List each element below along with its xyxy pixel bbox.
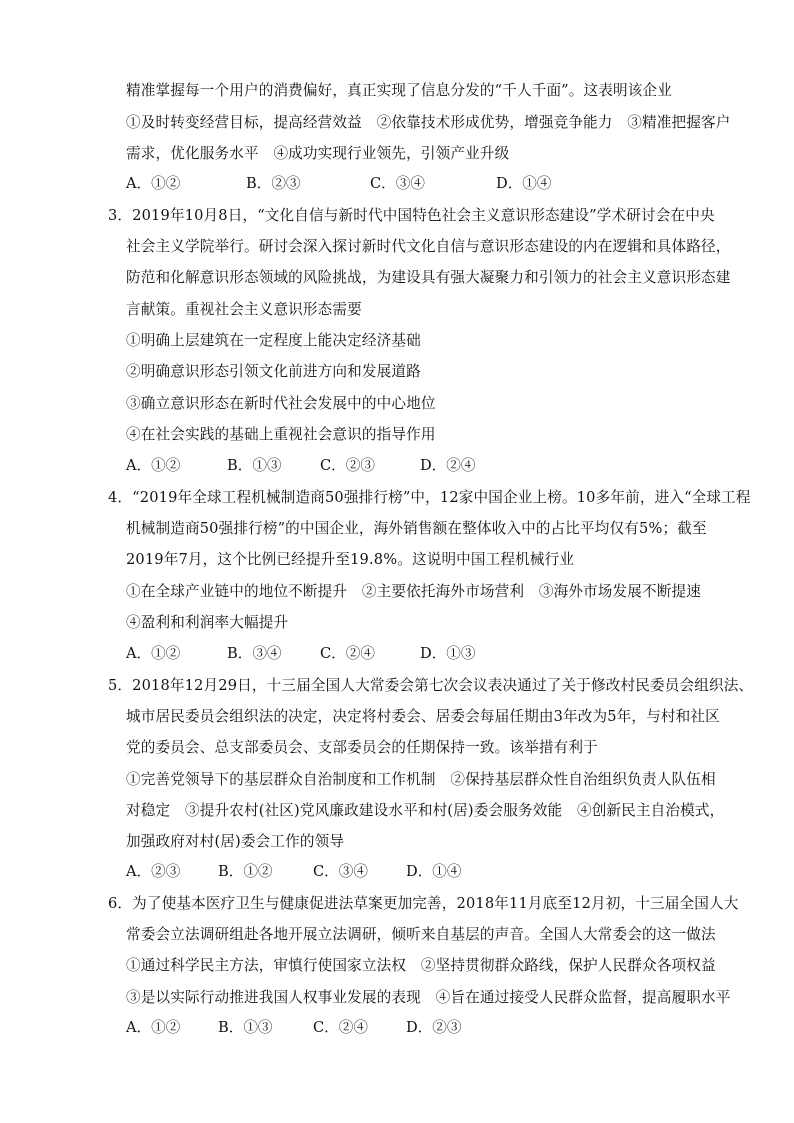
q3-stem-line: 3．2019年10月8日，“文化自信与新时代中国特色社会主义意识形态建设”学术研讨会在中央 <box>108 207 715 224</box>
q5-stem-line: 党的委员会、总支部委员会、支部委员会的任期保持一致。该举措有利于 <box>126 739 598 756</box>
q6-choice-line: ①通过科学民主方法，审慎行使国家立法权 ②坚持贯彻群众路线，保护人民群众各项权益 <box>126 957 716 974</box>
q3-stem-line: 言献策。重视社会主义意识形态需要 <box>126 301 362 318</box>
q2-option-b: B．②③ <box>246 175 301 192</box>
q3-choice-line: ③确立意识形态在新时代社会发展中的中心地位 <box>126 395 436 412</box>
q6-stem-line: 常委会立法调研组赴各地开展立法调研，倾听来自基层的声音。全国人大常委会的这一做法 <box>126 926 716 943</box>
q6-choice-line: ③是以实际行动推进我国人权事业发展的表现 ④旨在通过接受人民群众监督，提高履职水平 <box>126 989 731 1006</box>
q5-choice-line: 对稳定 ③提升农村(社区)党风廉政建设水平和村(居)委会服务效能 ④创新民主自治模式， <box>126 802 725 819</box>
q5-option-c: C．③④ <box>313 863 368 880</box>
q3-choice-line: ①明确上层建筑在一定程度上能决定经济基础 <box>126 332 421 349</box>
q3-stem-line: 防范和化解意识形态领域的风险挑战，为建设具有强大凝聚力和引领力的社会主义意识形态建 <box>126 269 731 286</box>
q2-option-c: C．③④ <box>370 175 425 192</box>
q6-option-d: D．②③ <box>406 1019 462 1036</box>
q6-stem-line: 6．为了使基本医疗卫生与健康促进法草案更加完善，2018年11月底至12月初，十三届全国人大 <box>108 895 739 912</box>
q5-stem-line: 城市居民委员会组织法的决定，决定将村委会、居委会每届任期由3年改为5年，与村和社区 <box>126 708 720 725</box>
q4-option-a: A．①② <box>126 645 181 662</box>
q3-choice-line: ④在社会实践的基础上重视社会意识的指导作用 <box>126 426 436 443</box>
q4-option-c: C．②④ <box>320 645 375 662</box>
q4-choice-line: ①在全球产业链中的地位不断提升 ②主要依托海外市场营利 ③海外市场发展不断提速 <box>126 583 702 600</box>
q3-option-c: C．②③ <box>320 457 375 474</box>
q5-stem-line: 5．2018年12月29日，十三届全国人大常委会第七次会议表决通过了关于修改村民委员会组织法、 <box>108 677 754 694</box>
q3-choice-line: ②明确意识形态引领文化前进方向和发展道路 <box>126 363 421 380</box>
q6-option-c: C．②④ <box>313 1019 368 1036</box>
q3-option-b: B．①③ <box>227 457 282 474</box>
q6-option-b: B．①③ <box>218 1019 273 1036</box>
q4-choice-line: ④盈利和利润率大幅提升 <box>126 614 289 631</box>
q2-stem-line: 精准掌握每一个用户的消费偏好，真正实现了信息分发的“千人千面”。这表明该企业 <box>126 82 672 99</box>
q3-option-a: A．①② <box>126 457 181 474</box>
q2-choice-line: 需求，优化服务水平 ④成功实现行业领先，引领产业升级 <box>126 145 510 162</box>
q4-stem-line: 机械制造商50强排行榜”的中国企业，海外销售额在整体收入中的占比平均仅有5%；截至 <box>126 520 707 537</box>
q4-option-d: D．①③ <box>420 645 476 662</box>
q5-option-b: B．①② <box>218 863 273 880</box>
q4-stem-line: 4．“2019年全球工程机械制造商50强排行榜”中，12家中国企业上榜。10多年前，进入“全球工程 <box>108 489 751 506</box>
q2-option-a: A．①② <box>126 175 181 192</box>
q4-option-b: B．③④ <box>227 645 282 662</box>
q6-option-a: A．①② <box>126 1019 181 1036</box>
q5-option-d: D．①④ <box>406 863 462 880</box>
q3-option-d: D．②④ <box>420 457 476 474</box>
q5-choice-line: ①完善党领导下的基层群众自治制度和工作机制 ②保持基层群众性自治组织负责人队伍相 <box>126 771 716 788</box>
q2-choice-line: ①及时转变经营目标，提高经营效益 ②依靠技术形成优势，增强竞争能力 ③精准把握客户 <box>126 114 731 131</box>
q5-option-a: A．②③ <box>126 863 181 880</box>
q3-stem-line: 社会主义学院举行。研讨会深入探讨新时代文化自信与意识形态建设的内在逻辑和具体路径， <box>126 238 731 255</box>
q2-option-d: D．①④ <box>496 175 552 192</box>
q4-stem-line: 2019年7月，这个比例已经提升至19.8%。这说明中国工程机械行业 <box>126 551 575 568</box>
q5-choice-line: 加强政府对村(居)委会工作的领导 <box>126 833 345 850</box>
